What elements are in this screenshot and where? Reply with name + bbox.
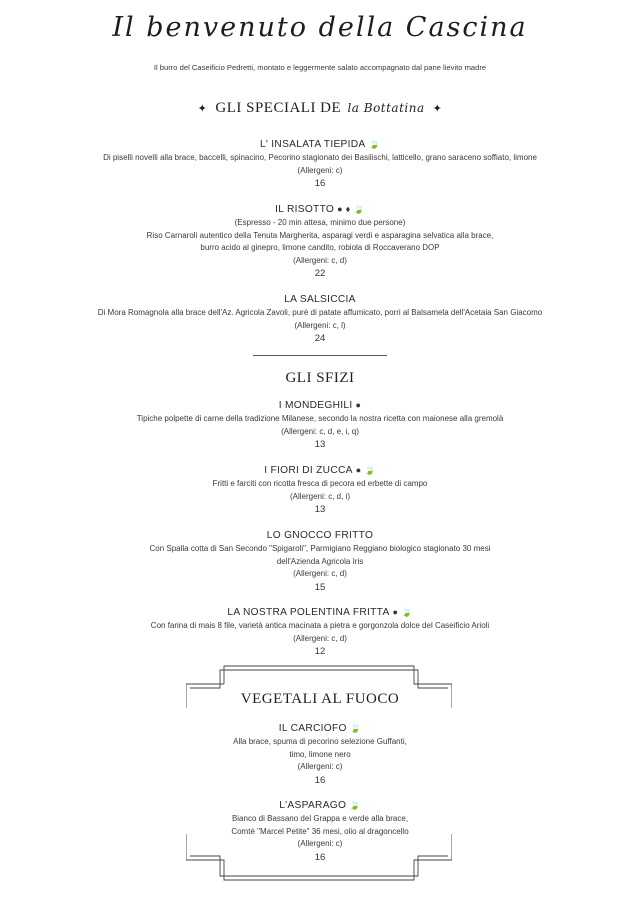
item-description: Fritti e farciti con ricotta fresca di pecora ed erbette di campo (212, 479, 428, 488)
dot-icon: ● (355, 400, 362, 410)
item-price: 16 (314, 851, 326, 863)
item-description: Tipiche polpette di carne della tradizione Milanese, secondo la nostra ricetta con maionese alla gremolà (136, 414, 504, 423)
welcome-subtitle: Il burro del Caseificio Pedretti, montato e leggermente salato accompagnato dal pane lievito madre (153, 63, 487, 72)
item-name: I FIORI DI ZUCCA (264, 465, 353, 476)
menu-item-fiori-di-zucca (0, 463, 640, 516)
menu-item-polentina-fritta (0, 605, 640, 658)
item-name: LA SALSICCIA (284, 294, 356, 305)
item-name: I MONDEGHILI (278, 400, 353, 411)
item-description: Con Spalla cotta di San Secondo "Spigaroli", Parmigiano Reggiano biologico stagionato 30 mesi (149, 544, 491, 553)
item-price: 13 (314, 504, 326, 516)
menu-item-salsiccia (0, 293, 640, 345)
menu-item-mondeghili (0, 398, 640, 451)
item-name: LA NOSTRA POLENTINA FRITTA (227, 607, 390, 618)
menu-item-asparago (0, 798, 640, 864)
item-price: 15 (314, 581, 326, 593)
menu-item-risotto (0, 202, 640, 280)
menu-item-insalata (0, 137, 640, 190)
item-allergens: (Allergeni: c, d) (293, 633, 347, 643)
item-price: 16 (314, 178, 326, 190)
item-allergens: (Allergeni: c, d) (293, 255, 347, 265)
item-description: Riso Carnaroli autentico della Tenuta Margherita, asparagi verdi e asparagina selvatica alla brace, (146, 230, 494, 240)
item-allergens: (Allergeni: c, d, i) (289, 491, 351, 501)
sfizi-heading: GLI SFIZI (285, 370, 355, 386)
star-icon: ✦ (197, 103, 208, 115)
item-description: burro acido al ginepro, limone candito, robiola di Roccaverano DOP (200, 243, 440, 253)
item-allergens: (Allergeni: c) (297, 839, 343, 849)
item-allergens: (Allergeni: c, l) (294, 320, 346, 330)
item-description: Di Mora Romagnola alla brace dell'Az. Agricola Zavoli, purè di patate affumicato, porri al Balsamela dell'Acetaia San Giacomo (97, 308, 543, 317)
item-price: 22 (314, 268, 326, 280)
leaf-icon: 🍃 (368, 139, 381, 149)
vegetali-heading: VEGETALI AL FUOCO (240, 691, 400, 707)
specials-heading (0, 100, 640, 117)
item-name: IL CARCIOFO (278, 723, 347, 734)
item-allergens: (Allergeni: c) (297, 165, 343, 175)
item-description: dell'Azienda Agricola Iris (276, 556, 364, 566)
dot-leaf-icons: ● 🍃 (355, 465, 376, 475)
item-name: LO GNOCCO FRITTO (266, 530, 374, 541)
item-description: Alla brace, spuma di pecorino selezione Guffanti, (233, 737, 407, 746)
item-allergens: (Allergeni: c, d, e, i, q) (281, 426, 359, 436)
leaf-icon: 🍃 (349, 723, 362, 733)
menu-item-gnocco-fritto (0, 529, 640, 594)
item-name: L' INSALATA TIEPIDA (259, 139, 366, 150)
menu-item-carciofo (0, 721, 640, 787)
item-name: L'ASPARAGO (279, 800, 347, 811)
item-description: Bianco di Bassano del Grappa e verde alla brace, (231, 814, 409, 823)
item-description: Di piselli novelli alla brace, baccelli, spinacino, Pecorino stagionato dei Basilischi, latticello, grano saraceno soffiato, limone (103, 153, 537, 162)
item-price: 16 (314, 774, 326, 786)
dot-diamond-leaf-icons: ● ♦ 🍃 (337, 204, 365, 214)
specials-heading-caps: GLI SPECIALI DE (215, 100, 342, 116)
item-allergens: (Allergeni: c) (297, 762, 343, 772)
leaf-icon: 🍃 (349, 800, 361, 810)
item-allergens: (Allergeni: c, d) (293, 569, 347, 579)
item-description: Con farina di mais 8 file, varietà antica macinata a pietra e gorgonzola dolce del Caseificio Arioli (150, 621, 490, 630)
star-icon: ✦ (432, 103, 443, 115)
item-price: 24 (314, 333, 326, 345)
dot-leaf-icons: ● 🍃 (392, 607, 413, 617)
item-note: (Espresso - 20 min attesa, minimo due persone) (234, 218, 406, 227)
item-price: 13 (314, 439, 326, 451)
item-name: IL RISOTTO (275, 204, 335, 215)
item-description: Comtè "Marcel Petite" 36 mesi, olio al dragoncello (231, 826, 409, 836)
specials-heading-script: la Bottatina (347, 101, 425, 115)
item-description: timo, limone nero (289, 749, 351, 759)
item-price: 12 (314, 646, 326, 658)
welcome-title: Il benvenuto della Cascina (112, 12, 528, 43)
section-divider (253, 355, 387, 356)
